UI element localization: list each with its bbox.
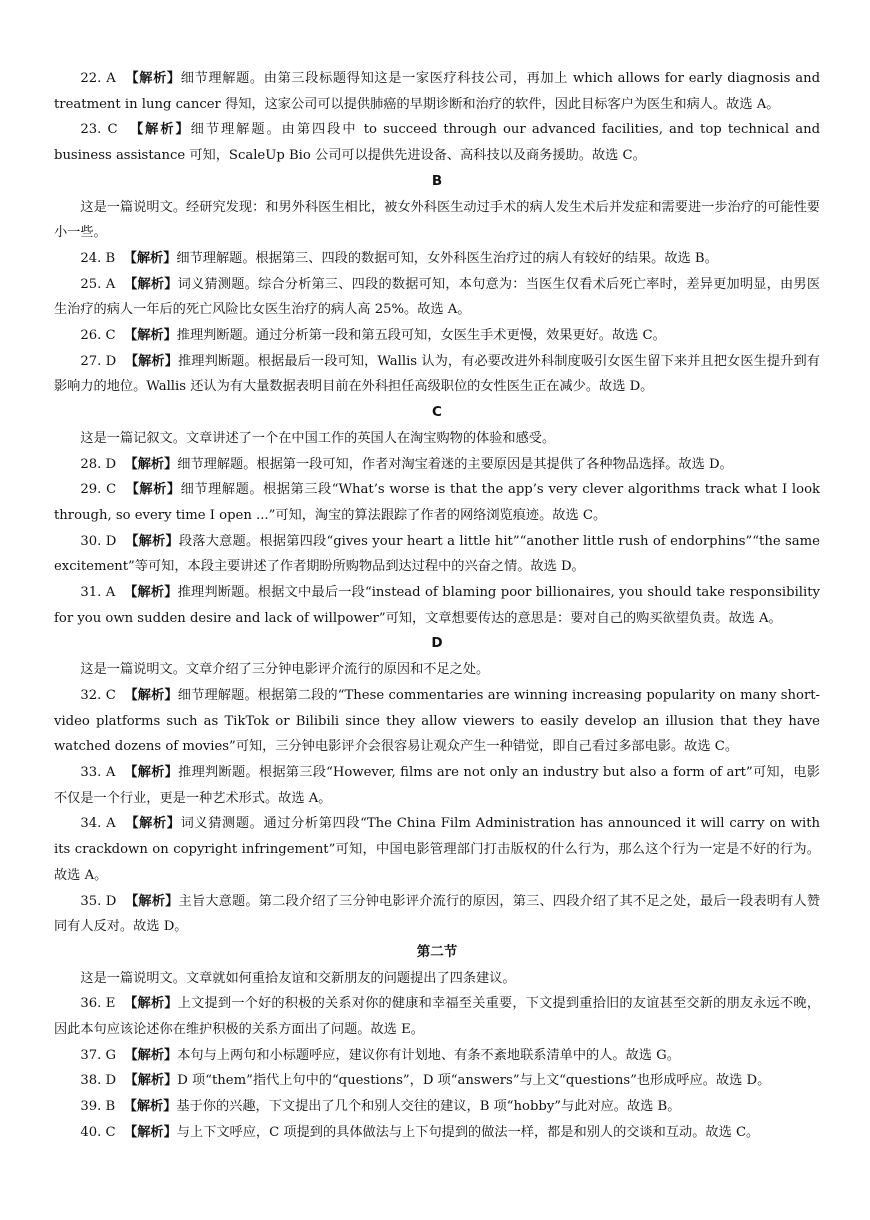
analysis-text: 推理判断题。根据最后一段可知，Wallis 认为，有必要改进外科制度吸引女医生留下来并且把女医生提升到有影响力的地位。Wallis 还认为有大量数据表明目前在外科担任高级职位的女性医生正在减少。故选 D。	[54, 353, 820, 395]
answer-item	[54, 452, 820, 478]
answer-number: 39. B	[80, 1099, 116, 1115]
analysis-tag: 【解析】	[125, 893, 179, 909]
answer-number: 22. A	[80, 71, 116, 86]
answer-item	[54, 1068, 820, 1094]
answer-item	[54, 683, 820, 760]
analysis-text: 词义猜测题。通过分析第四段“The China Film Administration has announced it will carry on with its crackdown on copyright infringement”可知，中国电影管理部门打击版权的什么行为，那么这个行为一定是不好的行为。故选 A。	[54, 816, 820, 883]
answer-item	[54, 811, 820, 888]
answer-item	[54, 66, 820, 117]
answer-number: 31. A	[80, 585, 116, 601]
analysis-text: 推理判断题。根据文中最后一段“instead of blaming poor billionaires, you should take responsibility for you own sudden desire and lack of willpower”可知，文章想要传达的意思是：要对自己的购买欲望负责。故选 A。	[54, 585, 820, 626]
analysis-tag: 【解析】	[123, 1099, 177, 1115]
answer-number: 36. E	[80, 996, 116, 1012]
answer-number: 37. G	[80, 1047, 117, 1063]
answer-item	[54, 117, 820, 168]
answer-number: 25. A	[80, 276, 116, 292]
answer-number: 30. D	[80, 533, 117, 549]
answer-item	[54, 1120, 820, 1146]
answer-number: 40. C	[80, 1124, 116, 1140]
answer-number: 24. B	[80, 250, 116, 266]
passage-summary: 这是一篇说明文。经研究发现：和男外科医生相比，被女外科医生动过手术的病人发生术后并发症和需要进一步治疗的可能性要小一些。	[54, 199, 820, 241]
answer-number: 32. C	[80, 687, 116, 703]
analysis-text: 基于你的兴趣，下文提出了几个和别人交往的建议，B 项“hobby”与此对应。故选 B。	[176, 1099, 681, 1115]
analysis-tag: 【解析】	[124, 276, 178, 292]
analysis-text: 与上下文呼应，C 项提到的具体做法与上下句提到的做法一样，都是和别人的交谈和互动。故选 C。	[176, 1124, 760, 1140]
answer-number: 33. A	[80, 764, 116, 780]
analysis-tag: 【解析】	[124, 353, 178, 369]
analysis-text: 细节理解题。根据第二段的“These commentaries are winning increasing popularity on many short-video platforms such as TikTok or Bilibili since they allow viewers to easily develop an illusion that they have watched dozens of movies”可知，三分钟电影评介会很容易让观众产生一种错觉，即自己看过多部电影。故选 C。	[54, 687, 820, 755]
passage-summary: 这是一篇说明文。文章介绍了三分钟电影评介流行的原因和不足之处。	[80, 662, 490, 678]
answer-explanations	[54, 66, 820, 1146]
analysis-text: 细节理解题。由第三段标题得知这是一家医疗科技公司，再加上 which allows for early diagnosis and treatment in lung cancer 得知，这家公司可以提供肺癌的早期诊断和治疗的软件，因此目标客户为医生和病人。故选 A。	[54, 71, 821, 112]
analysis-tag: 【解析】	[125, 71, 181, 86]
analysis-tag: 【解析】	[123, 250, 177, 266]
analysis-text: 段落大意题。根据第四段“gives your heart a little hit”“another little rush of endorphins”“the same excitement”等可知，本段主要讲述了作者期盼所购物品到达过程中的兴奋之情。故选 D。	[54, 533, 820, 575]
analysis-text: 词义猜测题。综合分析第三、四段的数据可知，本句意为：当医生仅看术后死亡率时，差异更加明显，由男医生治疗的病人一年后的死亡风险比女医生治疗的病人高 25%。故选 A。	[54, 276, 821, 318]
passage-summary: 这是一篇记叙文。文章讲述了一个在中国工作的英国人在淘宝购物的体验和感受。	[80, 430, 556, 446]
analysis-tag: 【解析】	[124, 996, 178, 1012]
answer-number: 38. D	[80, 1073, 117, 1089]
analysis-text: 细节理解题。根据第一段可知，作者对淘宝着迷的主要原因是其提供了各种物品选择。故选 D。	[177, 456, 733, 472]
answer-item	[54, 246, 820, 272]
analysis-text: D 项“them”指代上句中的“questions”，D 项“answers”与上文“questions”也形成呼应。故选 D。	[177, 1073, 771, 1089]
answer-item	[54, 323, 820, 349]
analysis-tag: 【解析】	[124, 328, 177, 344]
section-heading: 第二节	[416, 943, 458, 960]
section-heading: B	[431, 172, 443, 189]
answer-number: 26. C	[80, 328, 116, 344]
analysis-tag: 【解析】	[124, 1124, 177, 1140]
analysis-tag: 【解析】	[124, 764, 179, 780]
answer-item	[54, 991, 820, 1042]
analysis-text: 推理判断题。通过分析第一段和第五段可知，女医生手术更慢，效果更好。故选 C。	[176, 328, 666, 344]
analysis-text: 上文提到一个好的积极的关系对你的健康和幸福至关重要，下文提到重拾旧的友谊甚至交新的朋友永远不晚，因此本句应该论述你在维护积极的关系方面出了问题。故选 E。	[54, 996, 821, 1038]
analysis-tag: 【解析】	[124, 456, 178, 472]
analysis-tag: 【解析】	[125, 482, 181, 498]
answer-number: 29. C	[80, 482, 117, 498]
analysis-tag: 【解析】	[124, 1073, 178, 1089]
answer-item	[54, 889, 820, 940]
analysis-tag: 【解析】	[130, 122, 191, 138]
analysis-tag: 【解析】	[124, 687, 178, 703]
answer-item	[54, 477, 820, 528]
answer-number: 35. D	[80, 893, 117, 909]
analysis-text: 细节理解题。根据第三、四段的数据可知，女外科医生治疗过的病人有较好的结果。故选 B。	[176, 250, 718, 266]
answer-item	[54, 1094, 820, 1120]
answer-number: 27. D	[80, 353, 117, 369]
analysis-tag: 【解析】	[124, 1047, 178, 1063]
answer-item	[54, 1043, 820, 1069]
answer-number: 23. C	[80, 122, 118, 138]
section-heading: C	[432, 404, 442, 421]
answer-number: 28. D	[80, 456, 117, 472]
analysis-tag: 【解析】	[125, 816, 181, 832]
answer-item	[54, 272, 820, 323]
analysis-tag: 【解析】	[125, 533, 179, 549]
section-heading: D	[431, 635, 443, 652]
analysis-text: 主旨大意题。第二段介绍了三分钟电影评介流行的原因，第三、四段介绍了其不足之处，最后一段表明有人赞同有人反对。故选 D。	[54, 893, 821, 935]
answer-item	[54, 529, 820, 580]
analysis-text: 推理判断题。根据第三段“However, films are not only an industry but also a form of art”可知，电影不仅是一个行业，更是一种艺术形式。故选 A。	[54, 764, 820, 806]
answer-item	[54, 760, 820, 811]
analysis-tag: 【解析】	[124, 585, 178, 601]
analysis-text: 细节理解题。根据第三段“What’s worse is that the app’s very clever algorithms track what I look through, so every time I open ...”可知，淘宝的算法跟踪了作者的网络浏览痕迹。故选 C。	[54, 482, 820, 523]
answer-number: 34. A	[80, 816, 116, 832]
analysis-text: 本句与上两句和小标题呼应，建议你有计划地、有条不紊地联系清单中的人。故选 G。	[177, 1047, 680, 1063]
answer-item	[54, 349, 820, 400]
analysis-text: 细节理解题。由第四段中 to succeed through our advanced facilities, and top technical and business assistance 可知，ScaleUp Bio 公司可以提供先进设备、高科技以及商务援助。故选 C。	[54, 122, 821, 164]
passage-summary: 这是一篇说明文。文章就如何重拾友谊和交新朋友的问题提出了四条建议。	[80, 970, 516, 986]
answer-item	[54, 580, 820, 631]
